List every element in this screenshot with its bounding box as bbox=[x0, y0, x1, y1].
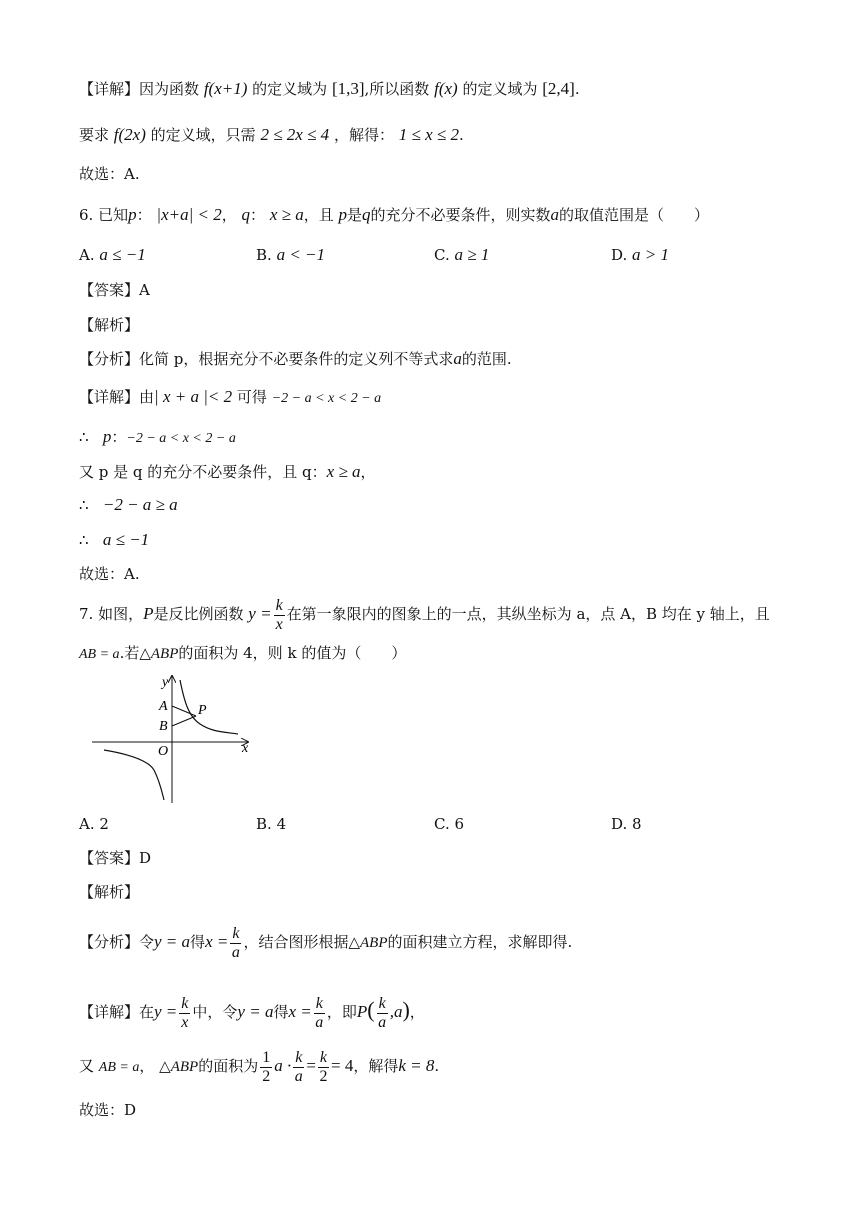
q6-option-d[interactable]: D. a > 1 bbox=[611, 245, 670, 264]
q5-choose: 故选：A. bbox=[79, 165, 140, 183]
q7-k-over-a-4: $\frac{k}{a}$ bbox=[294, 1048, 303, 1085]
q7-k-over-x-2: $\frac{k}{x}$ bbox=[181, 994, 189, 1031]
fig-label-y: y bbox=[162, 675, 169, 690]
q6-stem: 6. 已知p： |x+a| < 2， q： x ≥ a，且 p是q的充分不必要条件，则实数a的取值范围是（ ） bbox=[79, 205, 710, 224]
q7-option-d[interactable]: D. 8 bbox=[611, 815, 642, 833]
segment-ap bbox=[172, 706, 196, 716]
q5-detail-line: 【详解】因为函数 f(x+1) 的定义域为 [1,3],所以函数 f(x) 的定义域为 [2,4]. bbox=[79, 79, 580, 98]
q7-k-over-2: $\frac{k}{2}$ bbox=[319, 1048, 328, 1085]
q7-stem-2: AB = a.若△ABP的面积为 4，则 k 的值为（ ） bbox=[79, 644, 407, 662]
q6-choose: 故选：A. bbox=[79, 565, 140, 583]
q7-answer: 【答案】D bbox=[79, 849, 152, 867]
q5-domain-line: 要求 f(2x) 的定义域，只需 2 ≤ 2x ≤ 4 ，解得： 1 ≤ x ≤ 2. bbox=[79, 125, 464, 144]
hyperbola-branch-q3 bbox=[104, 750, 164, 800]
fig-label-a: A bbox=[159, 699, 168, 714]
q7-k-over-a: $\frac{k}{a}$ bbox=[231, 924, 240, 961]
q6-step-4: ∴ a ≤ −1 bbox=[79, 530, 150, 549]
q7-area-line: 又 AB = a， △ABP的面积为 $\frac{1}{2}$ a · $\frac{k}{a}$ = $\frac{k}{2}$ = 4，解得k = 8. bbox=[79, 1048, 440, 1085]
q7-k-over-x: $\frac{k}{x}$ bbox=[275, 596, 283, 633]
fig-label-b: B bbox=[159, 719, 168, 734]
q7-k-over-a-3: $\frac{k}{a}$ bbox=[378, 994, 387, 1031]
q7-choose: 故选：D bbox=[79, 1101, 137, 1119]
q7-stem: 7. 如图，P是反比例函数 y = $\frac{k}{x}$ 在第一象限内的图象上的一点，其纵坐标为 a，点 A，B 均在 y 轴上，且 bbox=[79, 596, 770, 633]
segment-bp bbox=[172, 716, 196, 726]
q6-option-a[interactable]: A. a ≤ −1 bbox=[79, 245, 146, 264]
q6-detail: 【详解】由| x + a |< 2 可得 −2 − a < x < 2 − a bbox=[79, 387, 382, 406]
q7-detail: 【详解】在y = $\frac{k}{x}$ 中，令y = a得x = $\frac{k}{a}$ ，即P( $\frac{k}{a}$ ,a)， bbox=[79, 994, 425, 1031]
q7-option-b[interactable]: B. 4 bbox=[256, 815, 287, 833]
q7-k-over-a-2: $\frac{k}{a}$ bbox=[315, 994, 324, 1031]
q6-analysis: 【分析】化简 p，根据充分不必要条件的定义列不等式求a的范围. bbox=[79, 349, 512, 368]
q6-option-c[interactable]: C. a ≥ 1 bbox=[434, 245, 490, 264]
q6-step-3: ∴ −2 − a ≥ a bbox=[79, 495, 178, 514]
q6-step-2: 又 p 是 q 的充分不必要条件，且 q：x ≥ a， bbox=[79, 462, 376, 481]
fig-label-x: x bbox=[242, 741, 249, 756]
q7-analysis-label: 【解析】 bbox=[79, 883, 140, 901]
fig-label-o: O bbox=[158, 744, 169, 759]
q6-answer: 【答案】A bbox=[79, 281, 150, 299]
fig-label-p: P bbox=[198, 703, 207, 718]
q7-option-a[interactable]: A. 2 bbox=[79, 815, 109, 833]
q6-analysis-label: 【解析】 bbox=[79, 316, 140, 334]
q7-one-half: $\frac{1}{2}$ bbox=[262, 1048, 271, 1085]
q7-hyperbola-figure bbox=[88, 670, 258, 810]
q7-analysis: 【分析】令y = a得x = $\frac{k}{a}$ ，结合图形根据△ABP的面积建立方程，求解即得. bbox=[79, 924, 573, 961]
q6-step-1: ∴ p：−2 − a < x < 2 − a bbox=[79, 427, 236, 446]
q7-option-c[interactable]: C. 6 bbox=[434, 815, 465, 833]
q6-option-b[interactable]: B. a < −1 bbox=[256, 245, 326, 264]
hyperbola-branch-q1 bbox=[180, 680, 238, 734]
